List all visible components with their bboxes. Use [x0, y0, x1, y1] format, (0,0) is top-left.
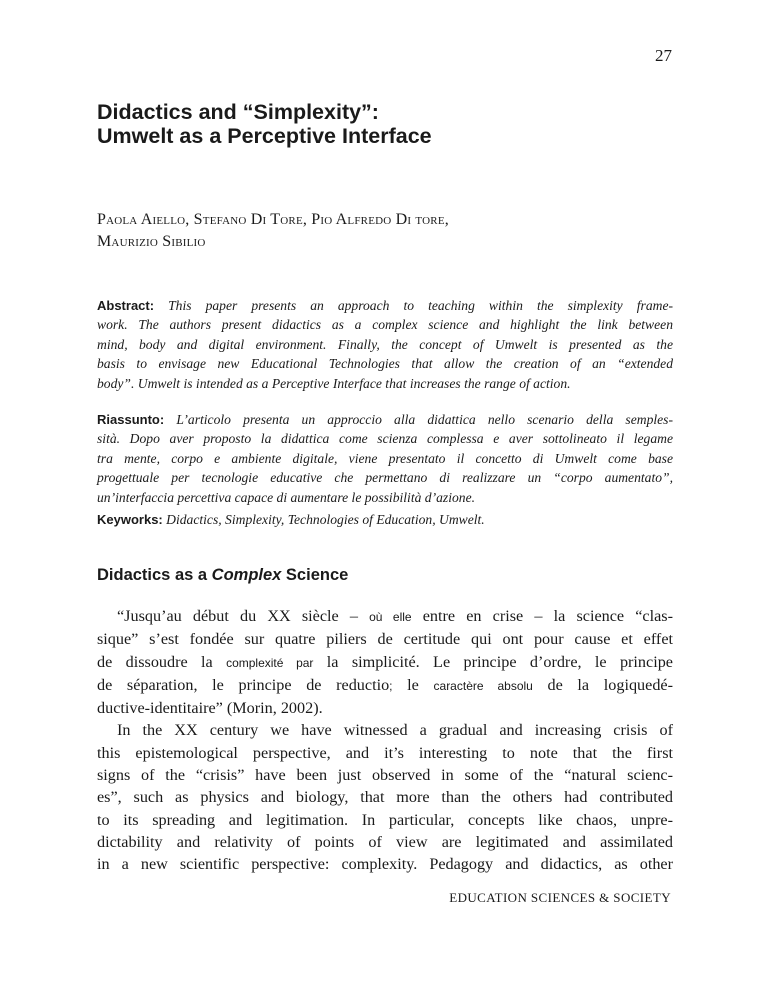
abstract-line: work. The authors present didactics as a complex science and highlight the link between: [97, 317, 673, 333]
keywords-line: [97, 510, 673, 529]
riassunto-text: L’articolo presenta un approccio alla didattica nello scenario della semples-: [176, 412, 673, 427]
riassunto-line: progettuale per tecnologie educative che permettano di realizzare un “corpo aumentato”,: [97, 470, 673, 486]
body-fragment: le: [407, 675, 419, 694]
authors-line-1: Paola Aiello, Stefano Di Tore, Pio Alfredo Di tore,: [97, 211, 449, 228]
section-heading-pre: Didactics as a: [97, 566, 212, 584]
abstract-line: basis to envisage new Educational Technologies that allow the creation of an “extended: [97, 356, 673, 372]
body-line: to its spreading and legitimation. In particular, concepts like chaos, unpre-: [97, 810, 673, 829]
riassunto-line: sità. Dopo aver proposto la didattica come scienza complessa e aver sottolineato il legame: [97, 431, 673, 447]
body-line: signs of the “crisis” have been just observed in some of the “natural scienc-: [97, 766, 673, 785]
body-fragment: entre en crise – la science “clas-: [422, 607, 673, 625]
keywords-text: Didactics, Simplexity, Technologies of Education, Umwelt.: [166, 512, 485, 527]
body-fragment: “Jusqu’au début du XX siècle –: [117, 607, 358, 625]
journal-footer: EDUCATION SCIENCES & SOCIETY: [449, 890, 671, 905]
abstract-label: Abstract:: [97, 298, 155, 313]
authors: [97, 209, 677, 253]
body-line: [97, 651, 673, 674]
body-line: [97, 674, 673, 697]
abstract-text: This paper presents an approach to teaching within the simplexity frame-: [168, 298, 673, 313]
section-heading-post: Science: [281, 566, 349, 584]
body-fragment: de dissoudre la: [97, 652, 213, 671]
keywords-label: Keyworks:: [97, 512, 163, 527]
body-line: in a new scientific perspective: complexity. Pedagogy and didactics, as other: [97, 855, 673, 874]
body-fragment: de la logiquedé-: [547, 675, 673, 694]
body-line: ductive-identitaire” (Morin, 2002).: [97, 699, 323, 718]
page-number: 27: [655, 46, 672, 65]
authors-line-2: Maurizio Sibilio: [97, 233, 206, 250]
body-line: sique” s’est fondée sur quatre piliers de certitude qui ont pour cause et effet: [97, 630, 673, 649]
abstract: [97, 296, 673, 393]
title-line-1: Didactics and “Simplexity”:: [97, 100, 379, 124]
inserted-text: complexité par: [226, 655, 314, 670]
body-line: In the XX century we have witnessed a gradual and increasing crisis of: [117, 721, 673, 740]
riassunto: [97, 410, 673, 507]
article-title: [97, 100, 432, 148]
abstract-line: mind, body and digital environment. Finally, the concept of Umwelt is presented as the: [97, 336, 673, 352]
inserted-text: où elle: [369, 610, 412, 624]
section-heading: [97, 566, 348, 585]
keywords: [97, 510, 673, 529]
abstract-line: [97, 296, 673, 315]
body-line: [97, 605, 673, 628]
abstract-line: body”. Umwelt is intended as a Perceptive Interface that increases the range of action.: [97, 375, 571, 391]
body-line: es”, such as physics and biology, that more than the others had contributed: [97, 788, 673, 807]
inserted-text: caractère absolu: [433, 678, 533, 693]
riassunto-line: [97, 410, 673, 429]
body-text: [97, 605, 673, 876]
inserted-text: ;: [389, 678, 393, 693]
body-line: dictability and relativity of points of view are legitimated and assimilated: [97, 832, 673, 851]
body-line: this epistemological perspective, and it’s interesting to note that the first: [97, 743, 673, 762]
body-fragment: de séparation, le principe de reductio: [97, 675, 390, 694]
section-heading-emphasis: Complex: [211, 566, 282, 584]
title-line-2: Umwelt as a Perceptive Interface: [97, 124, 432, 148]
body-fragment: la simplicité. Le principe d’ordre, le principe: [326, 652, 673, 671]
riassunto-line: un’interfaccia percettiva capace di aumentare le possibilità d’azione.: [97, 489, 476, 505]
riassunto-line: tra mente, corpo e ambiente digitale, viene presentato il concetto di Umwelt come base: [97, 450, 673, 466]
riassunto-label: Riassunto:: [97, 412, 165, 427]
